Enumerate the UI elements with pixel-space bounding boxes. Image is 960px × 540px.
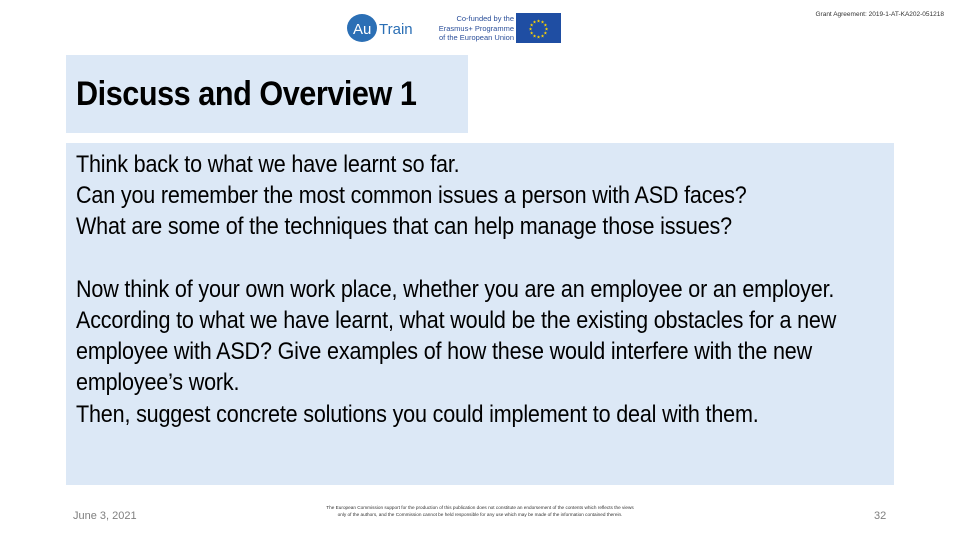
- svg-text:★: ★: [532, 34, 537, 40]
- svg-text:★: ★: [536, 19, 541, 25]
- footer-date: June 3, 2021: [73, 510, 137, 522]
- eu-flag-icon: [516, 13, 561, 43]
- content-box: [66, 143, 894, 485]
- svg-text:★: ★: [543, 31, 548, 37]
- svg-text:Train: Train: [379, 21, 413, 38]
- svg-text:★: ★: [529, 31, 534, 37]
- grant-agreement: Grant Agreement: 2019-1-AT-KA202-051218: [815, 11, 944, 18]
- svg-text:★: ★: [540, 34, 545, 40]
- svg-text:★: ★: [544, 27, 549, 33]
- page-number: 32: [874, 510, 887, 522]
- cofunded-line: Erasmus+ Programme: [438, 23, 514, 33]
- autrain-logo-mark: [346, 12, 414, 44]
- cofunded-text: [418, 14, 514, 43]
- slide-title: Discuss and Overview 1: [76, 75, 417, 113]
- cofunded-line: Co-funded by the: [456, 14, 514, 23]
- content-line: Now think of your own work place, whether you are an employee or an employer.: [76, 275, 835, 303]
- paragraph-spacer: [76, 243, 872, 274]
- content-line: Then, suggest concrete solutions you could implement to deal with them.: [76, 400, 759, 428]
- title-box: [66, 55, 468, 133]
- svg-text:★: ★: [536, 35, 541, 41]
- autrain-logo: [346, 12, 562, 44]
- svg-text:★: ★: [528, 27, 533, 33]
- svg-text:Au: Au: [353, 21, 372, 38]
- content-text: [76, 149, 872, 430]
- cofunded-line: of the European Union: [438, 33, 514, 42]
- content-line: Think back to what we have learnt so far.: [76, 151, 460, 178]
- content-line: What are some of the techniques that can help manage those issues?: [76, 213, 732, 241]
- svg-text:★: ★: [543, 23, 548, 29]
- content-line: Can you remember the most common issues a person with ASD faces?: [76, 182, 747, 210]
- content-line: According to what we have learnt, what would be the existing obstacles for a new employee with ASD? Give examples of how these would interfere with the new employee’s work.: [76, 307, 837, 397]
- svg-text:★: ★: [540, 20, 545, 26]
- eu-disclaimer: The European Commission support for the production of this publication does not constitute an endorsement of the contents which reflects the views only of the authors, and the Commission cannot be held responsible for any use which may be made of the information contained therein.: [326, 505, 634, 517]
- svg-text:★: ★: [532, 20, 537, 26]
- svg-text:★: ★: [529, 23, 534, 29]
